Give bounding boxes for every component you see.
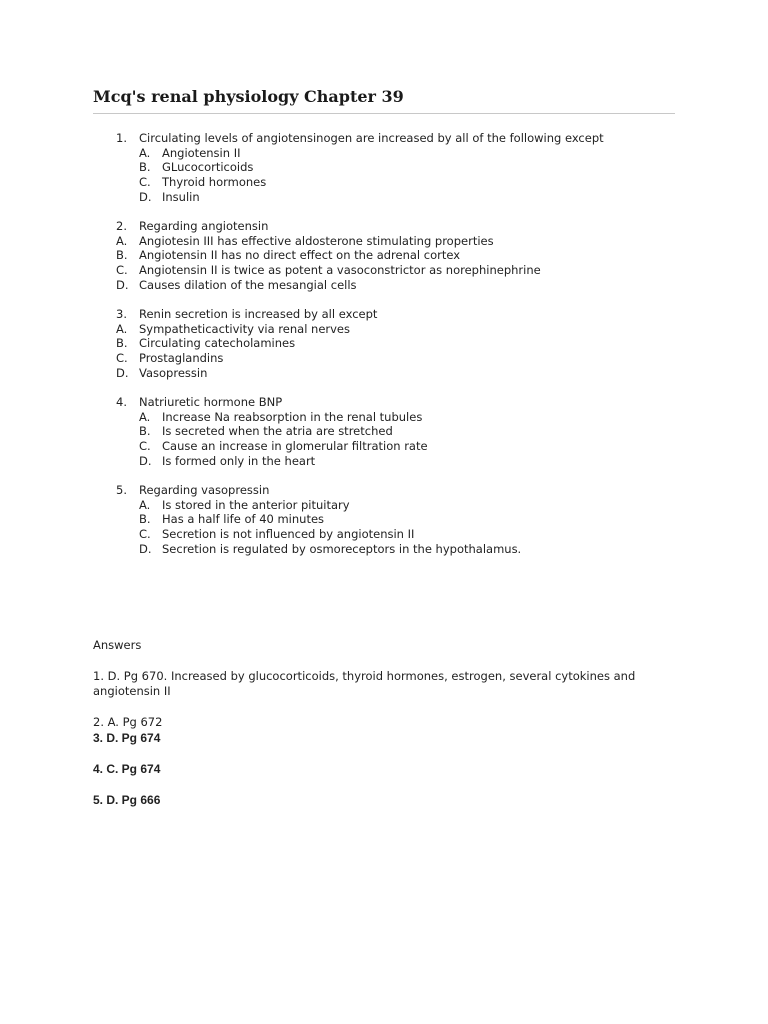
option-label: A.	[139, 409, 151, 424]
question-number: 5.	[116, 483, 127, 497]
option-label: D.	[139, 541, 152, 556]
answer-4: 4. C. Pg 674	[93, 762, 161, 776]
option-label: B.	[139, 160, 151, 175]
question-stem	[0, 395, 768, 410]
option-c	[0, 527, 768, 542]
option-label: B.	[116, 248, 128, 263]
question-text: Renin secretion is increased by all except	[139, 307, 378, 321]
option-text: Vasopressin	[139, 365, 208, 380]
question-number: 2.	[116, 219, 127, 233]
option-label: C.	[139, 527, 151, 542]
option-text: Is formed only in the heart	[162, 453, 316, 468]
question-stem	[0, 131, 768, 146]
option-c	[0, 351, 768, 366]
option-text: Secretion is not influenced by angiotensin II	[162, 527, 415, 542]
option-label: A.	[116, 321, 128, 336]
option-b	[0, 160, 768, 175]
question-3	[0, 307, 768, 380]
option-label: D.	[116, 277, 129, 292]
answer-5: 5. D. Pg 666	[93, 793, 161, 807]
option-text: Angiotensin II is twice as potent a vasoconstrictor as norephinephrine	[139, 263, 541, 278]
option-text: Angiotensin II has no direct effect on the adrenal cortex	[139, 248, 461, 263]
option-label: D.	[139, 453, 152, 468]
answer-1: 1. D. Pg 670. Increased by glucocorticoids, thyroid hormones, estrogen, several cytokines and	[93, 669, 636, 683]
option-text: Sympatheticactivity via renal nerves	[139, 321, 351, 336]
option-label: D.	[139, 189, 152, 204]
option-c	[0, 263, 768, 278]
option-b	[0, 336, 768, 351]
option-c	[0, 439, 768, 454]
question-1	[0, 131, 768, 204]
option-label: A.	[139, 145, 151, 160]
answer-2: 2. A. Pg 672	[93, 715, 163, 729]
option-text: Increase Na reabsorption in the renal tubules	[162, 409, 423, 424]
option-text: Angiotensin II	[162, 145, 241, 160]
option-b	[0, 512, 768, 527]
option-text: Secretion is regulated by osmoreceptors in the hypothalamus.	[162, 541, 522, 556]
option-a	[0, 498, 768, 513]
question-stem	[0, 219, 768, 234]
answer-1-continued: angiotensin II	[93, 684, 171, 698]
option-b	[0, 424, 768, 439]
option-a	[0, 234, 768, 249]
page-title: Mcq's renal physiology Chapter 39	[93, 87, 404, 106]
option-text: Cause an increase in glomerular filtration rate	[162, 439, 428, 454]
title-divider	[93, 113, 675, 114]
option-c	[0, 175, 768, 190]
question-text: Regarding angiotensin	[139, 219, 269, 233]
option-d	[0, 278, 768, 293]
question-4	[0, 395, 768, 468]
option-text: Insulin	[162, 189, 200, 204]
question-number: 3.	[116, 307, 127, 321]
question-5	[0, 483, 768, 556]
option-label: B.	[139, 424, 151, 439]
answer-3: 3. D. Pg 674	[93, 731, 161, 745]
option-label: C.	[116, 351, 128, 366]
option-text: Angiotesin III has effective aldosterone stimulating properties	[139, 233, 494, 248]
question-2	[0, 219, 768, 292]
question-number: 4.	[116, 395, 127, 409]
option-d	[0, 190, 768, 205]
question-text: Regarding vasopressin	[139, 483, 270, 497]
option-text: GLucocorticoids	[162, 160, 254, 175]
option-text: Is stored in the anterior pituitary	[162, 497, 350, 512]
option-a	[0, 146, 768, 161]
option-label: A.	[116, 233, 128, 248]
option-d	[0, 454, 768, 469]
option-d	[0, 366, 768, 381]
question-stem	[0, 307, 768, 322]
option-text: Circulating catecholamines	[139, 336, 296, 351]
option-label: C.	[139, 439, 151, 454]
option-a	[0, 322, 768, 337]
answers-heading: Answers	[93, 638, 142, 652]
question-text: Circulating levels of angiotensinogen are increased by all of the following except	[139, 131, 604, 145]
option-text: Is secreted when the atria are stretched	[162, 424, 393, 439]
option-label: A.	[139, 497, 151, 512]
option-a	[0, 410, 768, 425]
option-label: D.	[116, 365, 129, 380]
option-d	[0, 542, 768, 557]
option-text: Prostaglandins	[139, 351, 224, 366]
option-label: C.	[116, 263, 128, 278]
question-number: 1.	[116, 131, 127, 145]
option-label: B.	[116, 336, 128, 351]
question-stem	[0, 483, 768, 498]
option-label: C.	[139, 175, 151, 190]
option-text: Causes dilation of the mesangial cells	[139, 277, 357, 292]
option-text: Thyroid hormones	[162, 175, 267, 190]
option-b	[0, 248, 768, 263]
option-label: B.	[139, 512, 151, 527]
option-text: Has a half life of 40 minutes	[162, 512, 325, 527]
question-text: Natriuretic hormone BNP	[139, 395, 283, 409]
